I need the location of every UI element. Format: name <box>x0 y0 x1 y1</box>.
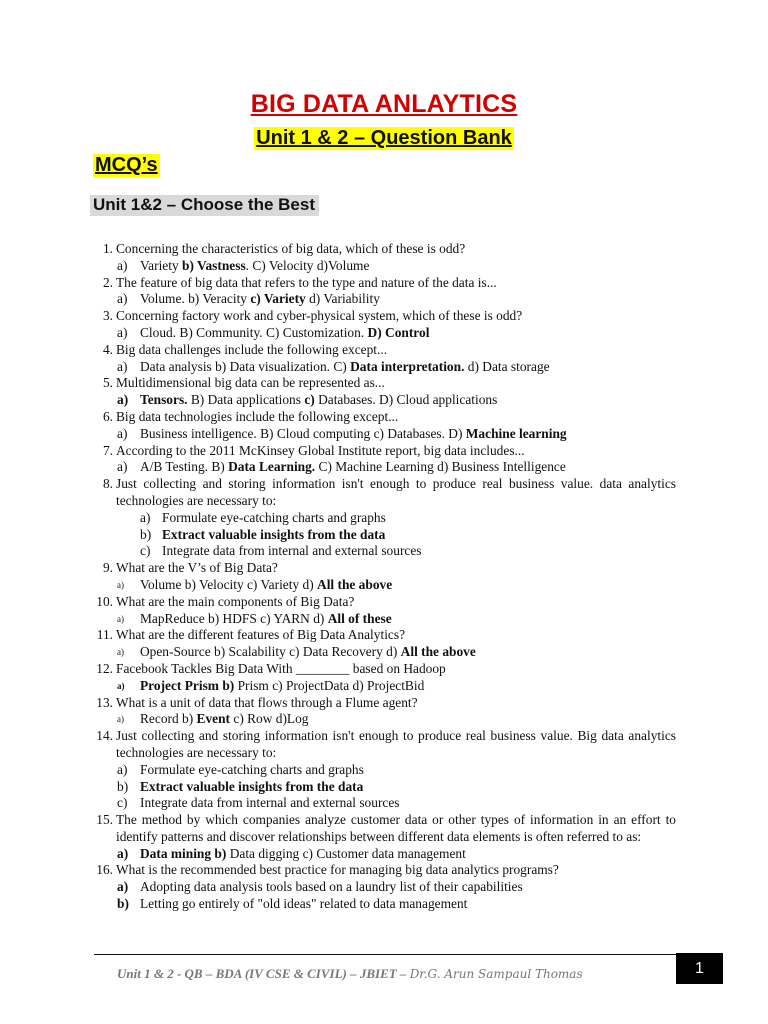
answer-options <box>0 678 768 695</box>
answer-option <box>0 795 768 812</box>
option-letter: a) <box>117 613 124 624</box>
question-number: 8. <box>102 476 113 492</box>
page-footer <box>117 966 583 982</box>
option-letter: a) <box>117 425 128 441</box>
correct-answer: Data interpretation. <box>350 358 465 374</box>
question-item <box>0 560 768 594</box>
correct-answer: All of these <box>327 610 392 626</box>
question-text: What are the V’s of Big Data? <box>116 560 278 576</box>
option-letter: a) <box>117 647 124 658</box>
question-number: 2. <box>102 274 113 290</box>
option-letter: a) <box>140 509 151 525</box>
answer-option <box>0 779 768 796</box>
footer-divider <box>94 954 676 955</box>
footer-author: Dr.G. Arun Sampaul Thomas <box>409 967 583 981</box>
correct-answer: Event <box>196 711 231 727</box>
answer-options <box>0 459 768 476</box>
answer-option <box>0 527 768 544</box>
option-text: A/B Testing. B) <box>140 459 225 475</box>
document-subtitle: Unit 1 & 2 – Question Bank <box>256 127 512 149</box>
question-text: What are the main components of Big Data? <box>116 593 355 609</box>
question-item <box>0 342 768 376</box>
option-text: d) Variability <box>309 291 380 307</box>
question-number: 12. <box>96 660 113 676</box>
option-text: Formulate eye-catching charts and graphs <box>140 761 364 777</box>
question-list <box>0 241 768 913</box>
answer-options <box>0 644 768 661</box>
question-number: 5. <box>102 375 113 391</box>
footer-text: Unit 1 & 2 - QB – BDA (IV CSE & CIVIL) – JBIET – <box>117 966 407 981</box>
question-number: 11. <box>96 627 113 643</box>
question-item <box>0 812 768 862</box>
option-text: Prism c) ProjectData d) ProjectBid <box>237 677 425 693</box>
correct-answer: c) Variety <box>250 291 306 307</box>
answer-options <box>0 577 768 594</box>
correct-answer: All the above <box>317 576 393 592</box>
question-item <box>0 627 768 661</box>
option-text: B) Data applications <box>190 392 301 408</box>
question-item <box>0 695 768 729</box>
question-text: What is the recommended best practice for managing big data analytics programs? <box>116 862 559 878</box>
question-item <box>0 728 768 812</box>
question-number: 4. <box>102 341 113 357</box>
option-letter: a) <box>117 358 128 374</box>
answer-option <box>0 762 768 779</box>
option-letter: b) <box>140 526 152 542</box>
answer-options <box>0 258 768 275</box>
question-item <box>0 476 768 560</box>
subtitle-wrapper <box>0 127 768 150</box>
option-letter: a) <box>117 761 128 777</box>
answer-options <box>0 392 768 409</box>
correct-answer: Data mining <box>140 845 212 861</box>
correct-answer: Extract valuable insights from the data <box>140 778 364 794</box>
option-text: Integrate data from internal and external sources <box>140 795 400 811</box>
option-text: . C) Velocity d)Volume <box>245 257 370 273</box>
option-text: Variety <box>140 257 179 273</box>
answer-option <box>0 896 768 913</box>
question-number: 14. <box>96 728 113 744</box>
question-text: Big data technologies include the following except... <box>116 408 399 424</box>
correct-answer: Project Prism <box>140 677 219 693</box>
correct-answer: Extract valuable insights from the data <box>162 526 386 542</box>
answer-option <box>0 879 768 896</box>
answer-options <box>0 846 768 863</box>
option-letter: b) <box>117 778 129 794</box>
option-text: c) Row d)Log <box>233 711 309 727</box>
question-text: Big data challenges include the following except... <box>116 341 388 357</box>
question-text: The feature of big data that refers to the type and nature of the data is... <box>116 274 497 290</box>
option-letter: a) <box>117 845 129 861</box>
option-text: d) Data storage <box>467 358 550 374</box>
option-letter: a) <box>117 459 128 475</box>
question-text: Just collecting and storing information isn't enough to produce real business value. data analytics technologies are necessary to: <box>116 476 676 508</box>
option-letter: a) <box>117 714 124 725</box>
correct-answer: D) Control <box>367 324 430 340</box>
question-item <box>0 275 768 309</box>
question-item <box>0 308 768 342</box>
option-letter: c) <box>117 795 128 811</box>
question-text: Facebook Tackles Big Data With ________ based on Hadoop <box>116 660 446 676</box>
option-text: Open-Source b) Scalability c) Data Recovery d) <box>140 644 398 660</box>
mcq-heading: MCQ’s <box>95 154 158 176</box>
answer-options <box>0 711 768 728</box>
question-number: 6. <box>102 408 113 424</box>
option-text: Integrate data from internal and external sources <box>162 543 422 559</box>
section-heading: Unit 1&2 – Choose the Best <box>90 195 319 216</box>
option-letter: a) <box>117 579 124 590</box>
option-text: Formulate eye-catching charts and graphs <box>162 509 386 525</box>
option-letter: b) <box>117 896 129 912</box>
question-item <box>0 594 768 628</box>
question-text: What are the different features of Big Data Analytics? <box>116 627 406 643</box>
option-letter: b) <box>214 845 227 861</box>
answer-option <box>0 543 768 560</box>
option-letter: a) <box>117 257 128 273</box>
option-letter: a) <box>117 879 129 895</box>
correct-answer: All the above <box>400 644 476 660</box>
question-number: 10. <box>96 593 113 609</box>
correct-answer: Machine learning <box>465 425 567 441</box>
question-number: 13. <box>96 694 113 710</box>
option-text: Databases. D) Cloud applications <box>318 392 498 408</box>
option-letter: a) <box>117 324 128 340</box>
question-number: 9. <box>102 560 113 576</box>
option-letter: a) <box>117 392 129 408</box>
option-text: Letting go entirely of "old ideas" related to data management <box>140 896 468 912</box>
option-letter: c) <box>140 543 151 559</box>
option-letter: a) <box>117 680 125 691</box>
question-number: 3. <box>102 308 113 324</box>
answer-options <box>0 611 768 628</box>
option-text: Record b) <box>140 711 194 727</box>
option-text: Adopting data analysis tools based on a laundry list of their capabilities <box>140 879 523 895</box>
answer-options <box>0 426 768 443</box>
answer-options <box>0 291 768 308</box>
page-number: 1 <box>676 953 723 984</box>
question-item <box>0 409 768 443</box>
option-text: MapReduce b) HDFS c) YARN d) <box>140 610 325 626</box>
question-number: 15. <box>96 812 113 828</box>
option-text: C) Machine Learning d) Business Intelligence <box>318 459 566 475</box>
option-letter: a) <box>117 291 128 307</box>
question-item <box>0 443 768 477</box>
question-text: According to the 2011 McKinsey Global Institute report, big data includes... <box>116 442 525 458</box>
question-text: Multidimensional big data can be represented as... <box>116 375 385 391</box>
option-text: Data digging c) Customer data management <box>229 845 466 861</box>
correct-answer: Data Learning. <box>228 459 316 475</box>
question-item <box>0 862 768 912</box>
question-text: Just collecting and storing information isn't enough to produce real business value. Big data analytics technologies are necessary to: <box>116 728 676 760</box>
question-text: The method by which companies analyze customer data or other types of information in an effort to identify patterns and discover relationships between different data elements is often referred to as: <box>116 812 676 844</box>
correct-answer: Tensors. <box>140 392 188 408</box>
question-number: 1. <box>102 241 113 256</box>
option-text: Volume b) Velocity c) Variety d) <box>140 576 314 592</box>
option-text: Business intelligence. B) Cloud computing c) Databases. D) <box>140 425 463 441</box>
correct-answer: b) Vastness <box>182 257 246 273</box>
question-text: Concerning the characteristics of big data, which of these is odd? <box>116 241 466 256</box>
question-text: Concerning factory work and cyber-physical system, which of these is odd? <box>116 308 523 324</box>
question-item <box>0 241 768 275</box>
question-item <box>0 661 768 695</box>
question-item <box>0 375 768 409</box>
question-number: 7. <box>102 442 113 458</box>
answer-options <box>0 325 768 342</box>
option-text: Cloud. B) Community. C) Customization. <box>140 324 365 340</box>
question-text: What is a unit of data that flows through a Flume agent? <box>116 694 418 710</box>
answer-option <box>0 510 768 527</box>
option-letter: b) <box>222 677 235 693</box>
option-letter: c) <box>304 392 315 408</box>
question-number: 16. <box>96 862 113 878</box>
option-text: Data analysis b) Data visualization. C) <box>140 358 347 374</box>
answer-options <box>0 359 768 376</box>
option-text: Volume. b) Veracity <box>140 291 247 307</box>
document-title: BIG DATA ANLAYTICS <box>250 90 518 118</box>
